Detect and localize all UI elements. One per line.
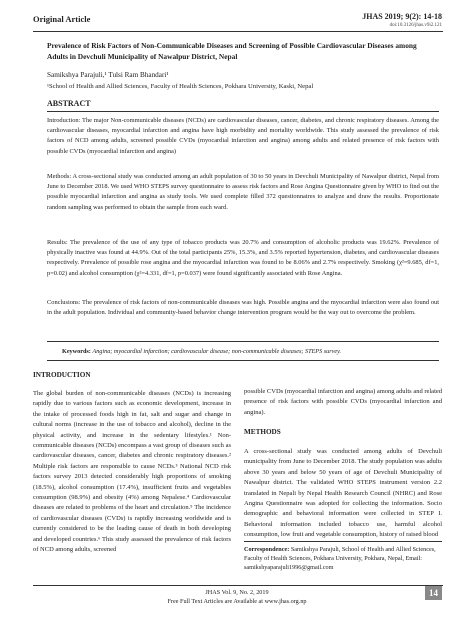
correspondence <box>244 545 442 573</box>
article-type: Original Article <box>33 14 91 24</box>
doi[interactable]: doi:10.3126/jhas.v9i2.121 <box>389 23 442 28</box>
correspondence-rule <box>244 541 442 542</box>
abstract-heading: ABSTRACT <box>47 99 91 108</box>
authors: Samikshya Parajuli,¹ Tulsi Ram Bhandari¹ <box>47 71 169 79</box>
footer-issue: JHAS Vol. 9, No. 2, 2019 <box>205 589 269 596</box>
footer-availability: Free Full Text Articles are Available at www.jhas.org.np <box>167 598 307 605</box>
paper-title: Prevalence of Risk Factors of Non-Communicable Diseases and Screening of Possible Cardiovascular Diseases among Adults in Devchuli Municipality of Nawalpur District, Nepal <box>47 41 417 61</box>
keywords-text: Angina; myocardial infarction; cardiovascular disease; non-communicable diseases; STEPS survey. <box>92 348 342 355</box>
keywords <box>62 348 341 355</box>
keywords-top-rule <box>47 341 439 342</box>
abstract-results: Results: The prevalence of the use of any type of tobacco products was 20.7% and consumption of alcoholic products was 19.62%. Prevalence of physically inactive was found at 44.9%. Out of the total participants 25%, 15.3%, and 3.5% reported hypertension, diabetes, and cardiovascular diseases respectively. Prevalence of possible rose angina and the myocardial infarction was found to be 8.06% and 2.7% respectively. Smoking (χ²=9.685, df=1, p=0.02) and alcohol consumption (χ²=4.331, df=1, p=0.037) were found significantly associated with Rose Angina. <box>47 239 439 277</box>
affiliation: ¹School of Health and Allied Sciences, Faculty of Health Sciences, Pokhara University, Kaski, Nepal <box>47 83 314 90</box>
methods-heading: METHODS <box>244 428 281 436</box>
abstract-introduction: Introduction: The major Non-communicable diseases (NCDs) are cardiovascular diseases, cancer, diabetes, and chronic respiratory diseases. Among the cardiovascular diseases, myocardial infarction and angina have high morbidity and mortality worldwide. This study assessed the prevalence of risk factors of NCD among adults, screened possible CVDs (myocardial infarction and angina) among adults and related presence of risk factors with possible CVDs (myocardial infarction and angina) <box>47 117 439 155</box>
page-number: 14 <box>425 586 442 600</box>
introduction-text: The global burden of non-communicable diseases (NCDs) is increasing rapidly due to various factors such as economic development, increase in the intake of processed foods high in fat, salt and sugar and change in cultural norms (increase in the use of tobacco and alcohol), decline in the physical activity, and increase in the sedentary lifestyles.¹ Non-communicable diseases (NCDs) encompass a vast group of diseases such as cardiovascular diseases, cancer, diabetes and chronic respiratory diseases.² Multiple risk factors are responsible to cause NCDs.³ National NCD risk factors survey 2013 detected considerably high proportions of smoking (18.5%), alcohol consumption (17.4%), insufficient fruits and vegetables consumption (98.9%) and obesity (4%) among Nepalese.⁴ Cardiovascular diseases are related to problems of the heart and circulation.⁵ The incidence of cardiovascular diseases (CVDs) is rapidly increasing worldwide and is currently considered to be the leading cause of death in both developing and developed countries.⁶ This study assessed the prevalence of risk factors of NCD among adults, screened <box>33 390 231 554</box>
header-rule <box>33 31 443 32</box>
journal-reference: JHAS 2019; 9(2): 14-18 <box>362 12 442 21</box>
footer-rule <box>33 585 443 586</box>
keywords-bottom-rule <box>47 360 439 361</box>
abstract-rule <box>47 111 439 112</box>
introduction-heading: INTRODUCTION <box>33 371 91 379</box>
abstract-conclusions: Conclusions: The prevalence of risk factors of non-communicable diseases was high. Possible angina and the myocardial infarction were also found out in the adult population. Individual and community-based behavior change intervention program would be the way out to overcome the problem. <box>47 299 439 317</box>
keywords-label: Keywords: <box>62 348 91 355</box>
correspondence-text: Samikshya Parajuli, School of Health and Allied Sciences, Faculty of Health Sciences, Pokhara University, Pokhara, Nepal, Email: samikshyaparajuli1996@gmail.com <box>244 546 436 572</box>
methods-text: A cross-sectional study was conducted among adults of Devchuli municipality from June to December 2018. The study population was adults above 30 years and below 50 years of age of Devchuli Municipality of Nawalpur district. The validated WHO STEPS instrument version 2.2 translated in Nepali by Nepal Health Research Council (NHRC) and Rose Angina Questionnaire was adopted for collecting the information. Socio demographic and behavioral information were collected in STEP I. Behavioral information included tobacco use, harmful alcohol consumption, low fruit and vegetable consumption, history of raised blood <box>244 448 442 539</box>
correspondence-label: Correspondence: <box>244 546 290 553</box>
abstract-methods: Methods: A cross-sectional study was conducted among an adult population of 30 to 50 years in Devchuli Municipality of Nawalpur district, Nepal from June to December 2018. We used WHO STEPS survey questionnaire to assess risk factors and Rose Angina Questionnaire given by WHO to find out the possible myocardial infarction and angina as study tools. We used complete filled 372 questionnaires to analyze and draw the results. Proportionate random sampling was performed to obtain the sample from each ward. <box>47 173 439 211</box>
introduction-continued: possible CVDs (myocardial infarction and angina) among adults and related presence of risk factors with possible CVDs (myocardial infarction and angina). <box>244 388 443 416</box>
